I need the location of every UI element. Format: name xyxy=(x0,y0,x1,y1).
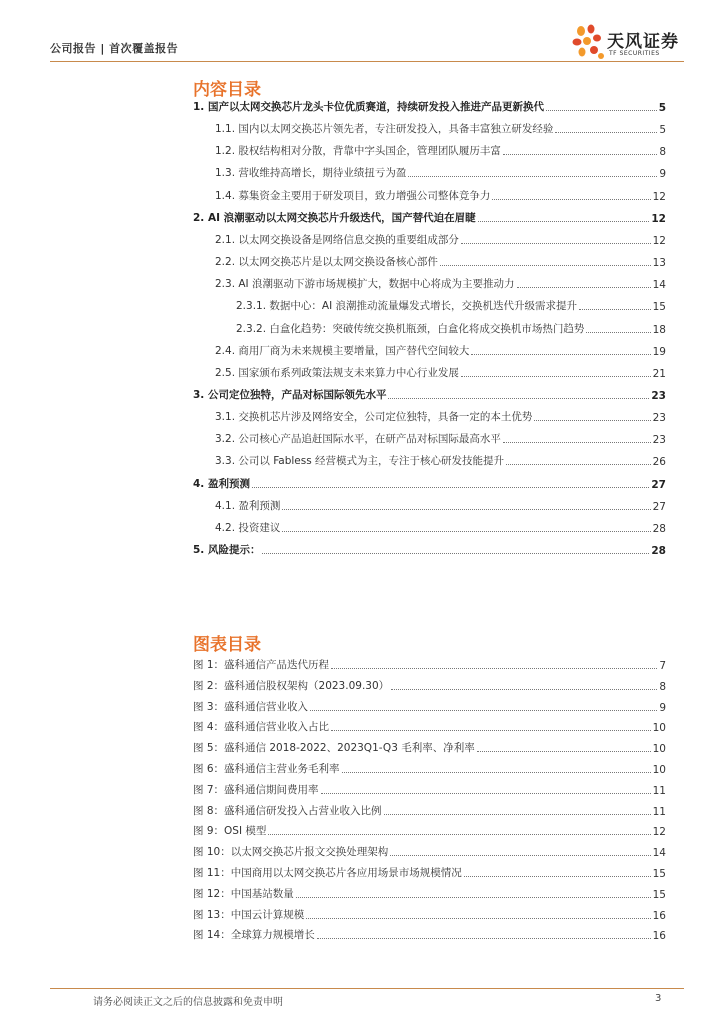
figure-entry-page: 16 xyxy=(652,909,666,922)
toc-entry-page: 27 xyxy=(651,478,666,491)
logo-english-name: TF SECURITIES xyxy=(609,50,660,57)
toc-entry[interactable] xyxy=(215,342,666,358)
toc-entry-text: 2.3.2. 白盒化趋势：突破传统交换机瓶颈，白盒化将成交换机市场热门趋势 xyxy=(236,322,585,335)
dot-leader xyxy=(252,487,649,488)
figure-entry-text: 图 2：盛科通信股权架构（2023.09.30） xyxy=(193,679,390,692)
figure-entry[interactable] xyxy=(193,739,666,755)
toc-entry-text: 3.2. 公司核心产品追赶国际水平，在研产品对标国际最高水平 xyxy=(215,433,501,446)
toc-entry[interactable] xyxy=(236,297,666,313)
toc-entry-text: 2.1. 以太网交换设备是网络信息交换的重要组成部分 xyxy=(215,233,459,246)
dot-leader xyxy=(579,309,651,310)
figure-entry-text: 图 7：盛科通信期间费用率 xyxy=(193,783,319,796)
dot-leader xyxy=(408,176,657,177)
dot-leader xyxy=(586,332,650,333)
figure-entry[interactable] xyxy=(193,718,666,734)
figure-entry[interactable] xyxy=(193,656,666,672)
toc-entry-page: 5 xyxy=(659,124,666,137)
dot-leader xyxy=(321,793,651,794)
toc-entry-text: 2.3.1. 数据中心：AI 浪潮推动流量爆发式增长，交换机迭代升级需求提升 xyxy=(236,300,578,313)
toc-entry-text: 1.3. 营收维持高增长，期待业绩扭亏为盈 xyxy=(215,167,407,180)
figure-entry-text: 图 11：中国商用以太网交换芯片各应用场景市场规模情况 xyxy=(193,867,462,879)
dot-leader xyxy=(464,876,651,877)
dot-leader xyxy=(477,751,651,752)
toc-entry-text: 5. 风险提示： xyxy=(193,544,261,556)
figure-entry[interactable] xyxy=(193,926,666,942)
dot-leader xyxy=(534,420,650,421)
dot-leader xyxy=(331,730,651,731)
dot-leader xyxy=(268,834,650,835)
dot-leader xyxy=(390,855,650,856)
toc-entry-text: 2.4. 商用厂商为未来规模主要增量，国产替代空间较大 xyxy=(215,344,470,357)
toc-entry-page: 19 xyxy=(652,345,666,358)
toc-entry[interactable] xyxy=(215,187,666,203)
toc-entry[interactable] xyxy=(193,475,666,491)
toc-entry-page: 21 xyxy=(652,367,666,380)
figure-entry[interactable] xyxy=(193,822,666,838)
toc-entry-page: 12 xyxy=(651,212,666,225)
figure-entry-page: 7 xyxy=(659,660,666,672)
figure-entry-page: 10 xyxy=(652,722,666,735)
tf-securities-logo xyxy=(571,24,681,62)
toc-entry[interactable] xyxy=(215,120,666,136)
toc-entry-text: 2.2. 以太网交换芯片是以太网交换设备核心部件 xyxy=(215,256,438,269)
toc-entry-text: 4. 盈利预测 xyxy=(193,477,250,490)
dot-leader xyxy=(461,243,651,244)
page-number: 3 xyxy=(655,993,662,1004)
toc-entry-page: 28 xyxy=(652,522,666,535)
figure-entry-text: 图 5：盛科通信 2018-2022、2023Q1-Q3 毛利率、净利率 xyxy=(193,742,475,755)
toc-entry[interactable] xyxy=(193,98,666,114)
toc-entry-text: 2.5. 国家颁布系列政策法规支未来算力中心行业发展 xyxy=(215,366,459,379)
dot-leader xyxy=(306,918,650,919)
toc-entry[interactable] xyxy=(236,320,666,336)
figure-entry[interactable] xyxy=(193,677,666,693)
dot-leader xyxy=(296,897,651,898)
figure-entry-page: 11 xyxy=(652,784,666,797)
figure-entry-text: 图 9：OSI 模型 xyxy=(193,825,267,838)
toc-title: 内容目录 xyxy=(193,80,261,100)
figure-entry-page: 10 xyxy=(652,743,666,756)
toc-entry-page: 15 xyxy=(652,301,666,314)
dot-leader xyxy=(282,509,650,510)
toc-entry-page: 13 xyxy=(652,257,666,270)
toc-entry[interactable] xyxy=(193,541,666,557)
dot-leader xyxy=(517,287,651,288)
figure-entry-page: 15 xyxy=(652,868,666,880)
toc-entry-text: 4.1. 盈利预测 xyxy=(215,499,281,512)
toc-entry-page: 8 xyxy=(659,146,666,159)
figure-entry-text: 图 6：盛科通信主营业务毛利率 xyxy=(193,763,340,775)
toc-entry-page: 12 xyxy=(652,234,666,247)
toc-entry[interactable] xyxy=(215,142,666,158)
dot-leader xyxy=(388,398,649,399)
disclaimer-note: 请务必阅读正文之后的信息披露和免责申明 xyxy=(93,997,283,1008)
toc-entry-text: 1.1. 国内以太网交换芯片领先者，专注研发投入，具备丰富独立研发经验 xyxy=(215,123,554,136)
toc-entry[interactable] xyxy=(215,430,666,446)
figure-entry[interactable] xyxy=(193,760,666,776)
figure-entry-page: 10 xyxy=(652,764,666,776)
figure-entry-page: 15 xyxy=(652,888,666,901)
toc-entry[interactable] xyxy=(215,497,666,513)
toc-entry-page: 27 xyxy=(652,500,666,513)
toc-entry[interactable] xyxy=(215,452,666,468)
figure-entry[interactable] xyxy=(193,698,666,714)
toc-entry-page: 9 xyxy=(659,168,666,181)
figure-entry-page: 11 xyxy=(652,805,666,818)
toc-entry-page: 23 xyxy=(652,434,666,447)
toc-entry[interactable] xyxy=(215,253,666,269)
flower-logo-icon xyxy=(571,24,607,62)
dot-leader xyxy=(492,199,650,200)
toc-entry-text: 3.3. 公司以 Fabless 经营模式为主，专注于核心研发技能提升 xyxy=(215,455,505,468)
toc-entry-text: 1. 国产以太网交换芯片龙头卡位优质赛道，持续研发投入推进产品更新换代 xyxy=(193,101,544,113)
toc-entry-page: 23 xyxy=(651,389,666,402)
dot-leader xyxy=(262,553,649,554)
toc-entry-page: 14 xyxy=(652,279,666,292)
dot-leader xyxy=(391,689,657,690)
dot-leader xyxy=(503,154,657,155)
footer-divider xyxy=(50,988,684,989)
dot-leader xyxy=(555,132,657,133)
dot-leader xyxy=(546,110,657,111)
dot-leader xyxy=(317,938,651,939)
figure-entry-text: 图 13：中国云计算规模 xyxy=(193,908,305,921)
figure-entry[interactable] xyxy=(193,864,666,880)
toc-entry[interactable] xyxy=(215,164,666,180)
toc-entry-text: 3. 公司定位独特，产品对标国际领先水平 xyxy=(193,388,387,401)
toc-entry-page: 5 xyxy=(658,102,666,114)
toc-entry-text: 1.2. 股权结构相对分散，背靠中字头国企，管理团队履历丰富 xyxy=(215,145,501,158)
toc-entry-page: 26 xyxy=(652,456,666,469)
figure-entry-text: 图 12：中国基站数量 xyxy=(193,887,294,900)
toc-entry-text: 2. AI 浪潮驱动以太网交换芯片升级迭代，国产替代迫在眉睫 xyxy=(193,211,476,224)
toc-entry[interactable] xyxy=(215,519,666,535)
toc-entry-page: 18 xyxy=(652,323,666,336)
dot-leader xyxy=(282,531,650,532)
dot-leader xyxy=(506,464,651,465)
figure-entry-page: 14 xyxy=(652,847,666,860)
figure-entry-text: 图 14：全球算力规模增长 xyxy=(193,929,315,942)
dot-leader xyxy=(440,265,651,266)
toc-entry-page: 12 xyxy=(652,190,666,203)
toc-entry[interactable] xyxy=(215,275,666,291)
dot-leader xyxy=(384,814,651,815)
figures-title: 图表目录 xyxy=(193,635,261,655)
toc-entry-page: 28 xyxy=(651,545,666,557)
figure-entry[interactable] xyxy=(193,781,666,797)
toc-entry-text: 2.3. AI 浪潮驱动下游市场规模扩大，数据中心将成为主要推动力 xyxy=(215,278,515,291)
toc-entry-page: 23 xyxy=(652,412,666,425)
figure-entry-text: 图 8：盛科通信研发投入占营业收入比例 xyxy=(193,804,382,817)
toc-entry[interactable] xyxy=(193,209,666,225)
toc-entry[interactable] xyxy=(215,408,666,424)
report-type-header: 公司报告 | 首次覆盖报告 xyxy=(50,42,179,55)
figure-entry-page: 9 xyxy=(659,701,666,714)
figure-entry[interactable] xyxy=(193,906,666,922)
figure-entry[interactable] xyxy=(193,802,666,818)
figure-entry[interactable] xyxy=(193,885,666,901)
dot-leader xyxy=(478,221,650,222)
figure-entry-page: 12 xyxy=(652,826,666,839)
toc-entry[interactable] xyxy=(215,231,666,247)
figure-entry-text: 图 1：盛科通信产品迭代历程 xyxy=(193,659,330,671)
dot-leader xyxy=(461,376,651,377)
toc-entry[interactable] xyxy=(193,386,666,402)
dot-leader xyxy=(331,668,657,669)
dot-leader xyxy=(471,354,650,355)
dot-leader xyxy=(503,442,651,443)
header-divider xyxy=(50,61,684,62)
figure-entry-text: 图 4：盛科通信营业收入占比 xyxy=(193,721,330,734)
toc-entry[interactable] xyxy=(215,364,666,380)
logo-chinese-name: 天风证券 xyxy=(607,32,679,52)
toc-entry-text: 3.1. 交换机芯片涉及网络安全，公司定位独特，具备一定的本土优势 xyxy=(215,411,533,424)
figure-entry-page: 8 xyxy=(659,680,666,693)
toc-entry-text: 4.2. 投资建议 xyxy=(215,521,281,534)
dot-leader xyxy=(342,772,651,773)
toc-entry-text: 1.4. 募集资金主要用于研发项目，致力增强公司整体竞争力 xyxy=(215,189,491,202)
figure-entry-page: 16 xyxy=(652,930,666,943)
dot-leader xyxy=(310,710,657,711)
figure-entry-text: 图 10：以太网交换芯片报文交换处理架构 xyxy=(193,846,389,859)
figure-entry-text: 图 3：盛科通信营业收入 xyxy=(193,700,309,713)
figure-entry[interactable] xyxy=(193,843,666,859)
